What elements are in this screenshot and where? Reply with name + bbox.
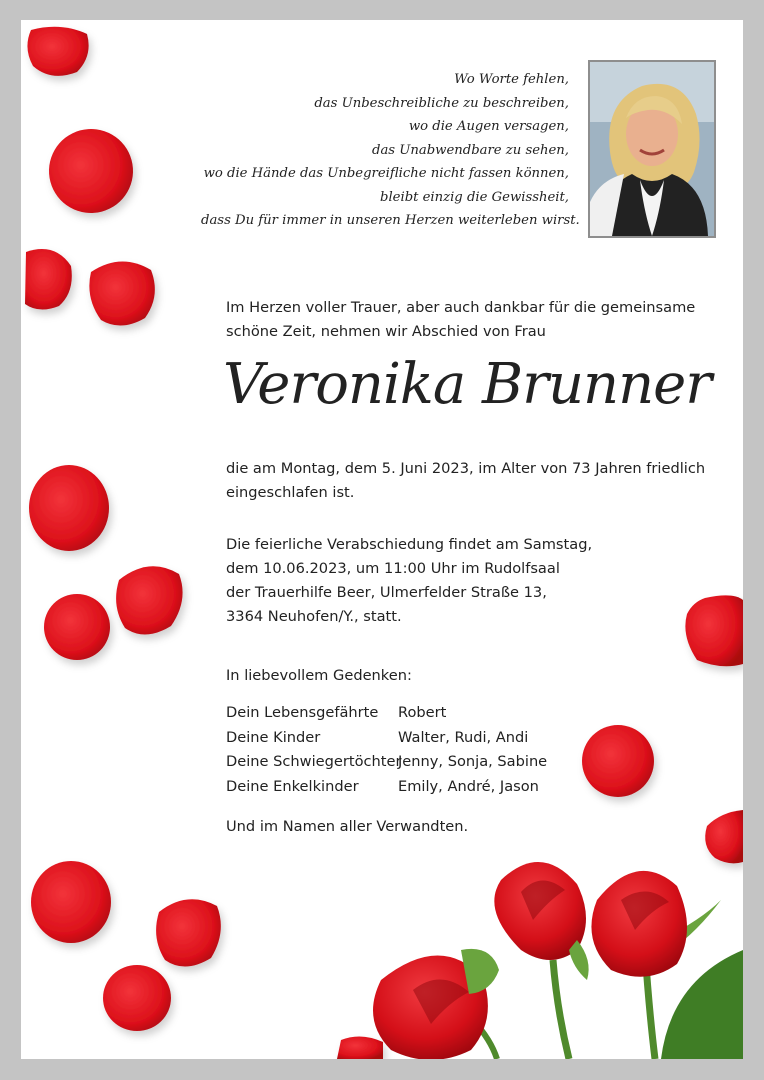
mourner-relation: Deine Schwiegertöchter — [226, 753, 402, 771]
closing-text: Und im Namen aller Verwandten. — [226, 818, 469, 835]
petal — [29, 465, 109, 551]
mourner-names: Emily, André, Jason — [398, 778, 539, 796]
mourner-relation: Dein Lebensgefährte — [226, 704, 379, 721]
mourners-list — [226, 701, 547, 800]
petal — [705, 810, 743, 863]
mourner-relation: Deine Kinder — [226, 728, 321, 746]
mourner-names: Jenny, Sonja, Sabine — [398, 753, 548, 771]
petal — [25, 249, 72, 309]
mourner-relation: Deine Enkelkinder — [226, 778, 359, 796]
poem — [201, 68, 580, 233]
petal — [156, 899, 221, 966]
portrait-photo — [588, 60, 716, 238]
petal — [337, 1036, 383, 1059]
poem-line: wo die Augen versagen, — [408, 119, 569, 134]
mourner-row — [226, 775, 547, 800]
petal — [44, 594, 110, 660]
poem-line: Wo Worte fehlen, — [454, 72, 569, 87]
mourner-row — [226, 750, 547, 775]
petal — [40, 120, 143, 223]
deceased-name: Veronika Brunner — [223, 352, 712, 417]
ceremony-line: 3364 Neuhofen/Y., statt. — [226, 608, 402, 625]
obituary-card — [21, 20, 743, 1059]
ceremony-line: dem 10.06.2023, um 11:00 Uhr im Rudolfsaal — [226, 560, 560, 577]
memory-heading: In liebevollem Gedenken: — [226, 667, 412, 684]
mourner-names: Walter, Rudi, Andi — [398, 728, 529, 746]
petal — [89, 261, 154, 325]
roses-illustration — [373, 862, 743, 1059]
ceremony-line: Die feierliche Verabschiedung findet am Samstag, — [226, 536, 593, 553]
petal — [103, 965, 171, 1031]
poem-line: das Unbeschreibliche zu beschreiben, — [314, 95, 569, 111]
poem-line: das Unabwendbare zu sehen, — [372, 142, 569, 158]
petal — [31, 861, 111, 943]
petal — [27, 27, 88, 76]
passing-text: die am Montag, dem 5. Juni 2023, im Alter von 73 Jahren friedlich eingeschlafen ist. — [226, 460, 706, 501]
poem-line: wo die Hände das Unbegreifliche nicht fassen können, — [203, 166, 569, 181]
ceremony-text — [226, 533, 706, 629]
mourner-names: Robert — [398, 704, 447, 721]
petal — [116, 566, 182, 634]
petal — [582, 725, 654, 797]
ceremony-line: der Trauerhilfe Beer, Ulmerfelder Straße 13, — [226, 584, 547, 601]
poem-line: dass Du für immer in unseren Herzen weiterleben wirst. — [201, 213, 580, 228]
intro-text: Im Herzen voller Trauer, aber auch dankbar für die gemeinsame schöne Zeit, nehmen wir Abschied von Frau — [226, 299, 696, 340]
poem-line: bleibt einzig die Gewissheit, — [380, 189, 569, 205]
mourner-row — [226, 701, 547, 726]
mourner-row — [226, 726, 547, 751]
